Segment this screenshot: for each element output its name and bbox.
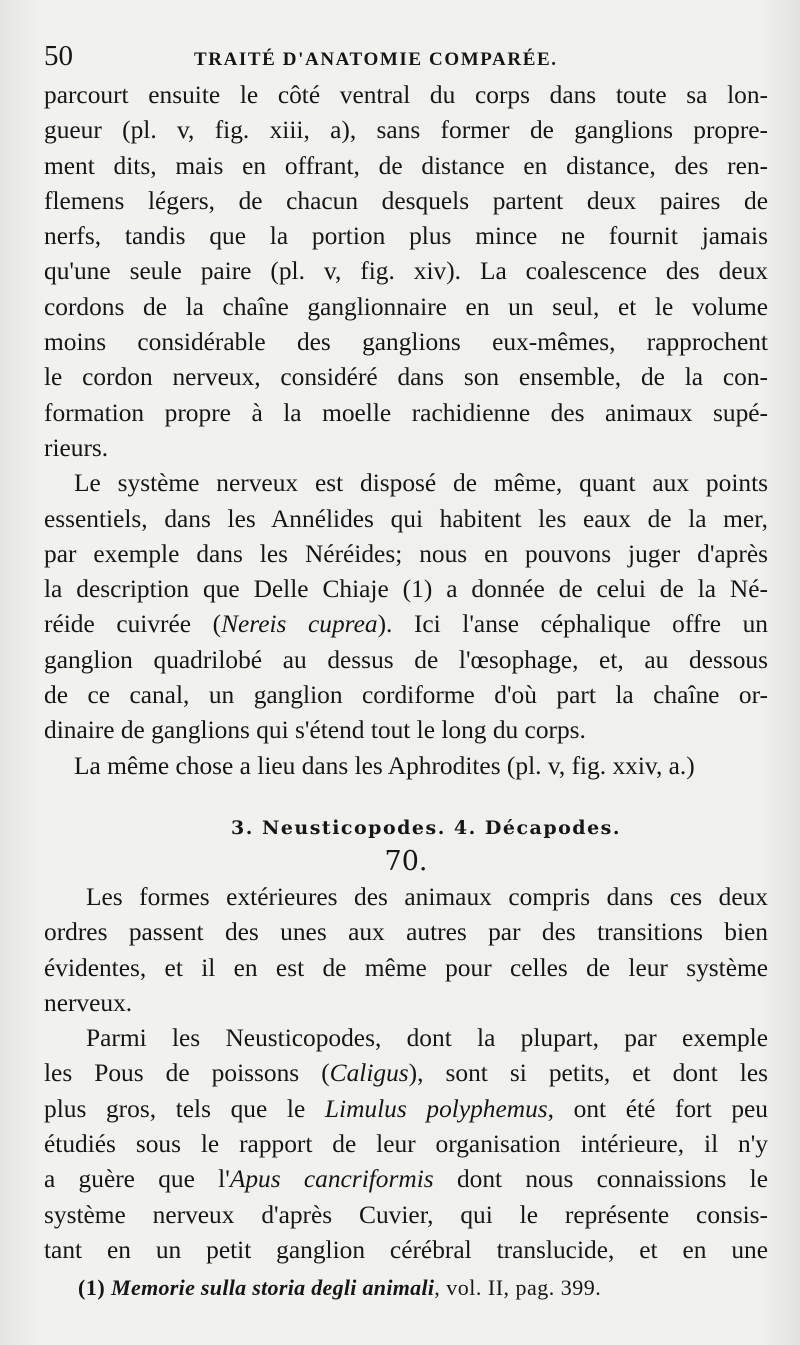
section-number: 70. <box>384 845 428 877</box>
body-text-continued <box>44 880 768 1268</box>
text-line: étudiés sous le rapport de leur organisation intérieure, il n'y <box>44 1130 768 1159</box>
text-line: formation propre à la moelle rachidienne des animaux supé- <box>44 398 768 427</box>
text-line: gueur (pl. v, fig. xiii, a), sans former de ganglions propre- <box>44 116 768 145</box>
text-line: ganglion quadrilobé au dessus de l'œsophage, et, au dessous <box>44 645 768 674</box>
text-line: moins considérable des ganglions eux-mêmes, rapprochent <box>44 328 768 357</box>
running-title: TRAITÉ D'ANATOMIE COMPARÉE. <box>194 49 558 70</box>
text-line: essentiels, dans les Annélides qui habitent les eaux de la mer, <box>44 504 768 533</box>
footnote-citation: , vol. II, pag. 399. <box>434 1275 602 1300</box>
text-line: cordons de la chaîne ganglionnaire en un seul, et le volume <box>44 292 768 321</box>
paragraph-3 <box>44 749 768 784</box>
text-run: , ont été fort peu <box>547 1094 768 1123</box>
section-subheading: 3. Neusticopodes. 4. Décapodes. <box>231 816 621 839</box>
footnote <box>78 1275 601 1301</box>
footnote-title: Memorie sulla storia degli animali <box>111 1275 435 1300</box>
text-line: flemens légers, de chacun desquels partent deux paires de <box>44 186 768 215</box>
text-line: Le système nerveux est disposé de même, quant aux points <box>74 469 768 498</box>
text-line: La même chose a lieu dans les Aphrodites (pl. v, fig. xxiv, a.) <box>74 751 695 780</box>
text-run: réide cuivrée ( <box>44 610 222 639</box>
paragraph-2 <box>44 466 768 748</box>
text-line <box>44 1092 768 1127</box>
text-line: rieurs. <box>44 433 109 462</box>
body-text <box>44 78 768 784</box>
text-run: plus gros, tels que le <box>44 1094 325 1123</box>
text-run: a guère que l' <box>44 1165 230 1194</box>
text-line <box>44 607 768 642</box>
paragraph-5 <box>44 1021 768 1268</box>
text-line: nerveux. <box>44 988 133 1017</box>
text-line: système nerveux d'après Cuvier, qui le représente consis- <box>44 1200 768 1229</box>
text-line: Les formes extérieures des animaux compris dans ces deux <box>86 882 768 911</box>
footnote-marker: (1) <box>78 1275 106 1300</box>
text-line: ordres passent des unes aux autres par des transitions bien <box>44 918 768 947</box>
text-line <box>44 1056 768 1091</box>
text-run: les Pous de poissons ( <box>44 1059 330 1088</box>
species-name: Apus cancriformis <box>229 1165 434 1194</box>
text-line: par exemple dans les Néréides; nous en pouvons juger d'après <box>44 539 768 568</box>
text-line: évidentes, et il en est de même pour celles de leur système <box>44 953 768 982</box>
paragraph-1 <box>44 78 768 466</box>
text-line: qu'une seule paire (pl. v, fig. xiv). La coalescence des deux <box>44 257 768 286</box>
paragraph-4 <box>44 880 768 1021</box>
text-line: parcourt ensuite le côté ventral du corps dans toute sa lon- <box>44 81 768 109</box>
text-run: ), sont si petits, et dont les <box>408 1059 768 1088</box>
species-name: Nereis cuprea <box>221 610 378 639</box>
page-number: 50 <box>44 40 73 72</box>
text-line: de ce canal, un ganglion cordiforme d'où part la chaîne or- <box>44 681 768 710</box>
text-line: tant en un petit ganglion cérébral translucide, et en une <box>44 1235 768 1264</box>
text-line: Parmi les Neusticopodes, dont la plupart, par exemple <box>86 1024 768 1053</box>
text-run: ). Ici l'anse céphalique offre un <box>377 610 769 639</box>
text-line: la description que Delle Chiaje (1) a donnée de celui de la Né- <box>44 575 768 604</box>
running-head <box>44 40 768 78</box>
genus-name: Caligus <box>329 1059 409 1088</box>
text-run: dont nous connaissions le <box>433 1165 768 1194</box>
text-line: le cordon nerveux, considéré dans son ensemble, de la con- <box>44 363 768 392</box>
species-name: Limulus polyphemus <box>324 1094 548 1123</box>
text-line: nerfs, tandis que la portion plus mince ne fournit jamais <box>44 222 768 251</box>
text-line: ment dits, mais en offrant, de distance en distance, des ren- <box>44 151 768 180</box>
text-line: dinaire de ganglions qui s'étend tout le long du corps. <box>44 716 586 745</box>
text-line <box>44 1162 768 1197</box>
